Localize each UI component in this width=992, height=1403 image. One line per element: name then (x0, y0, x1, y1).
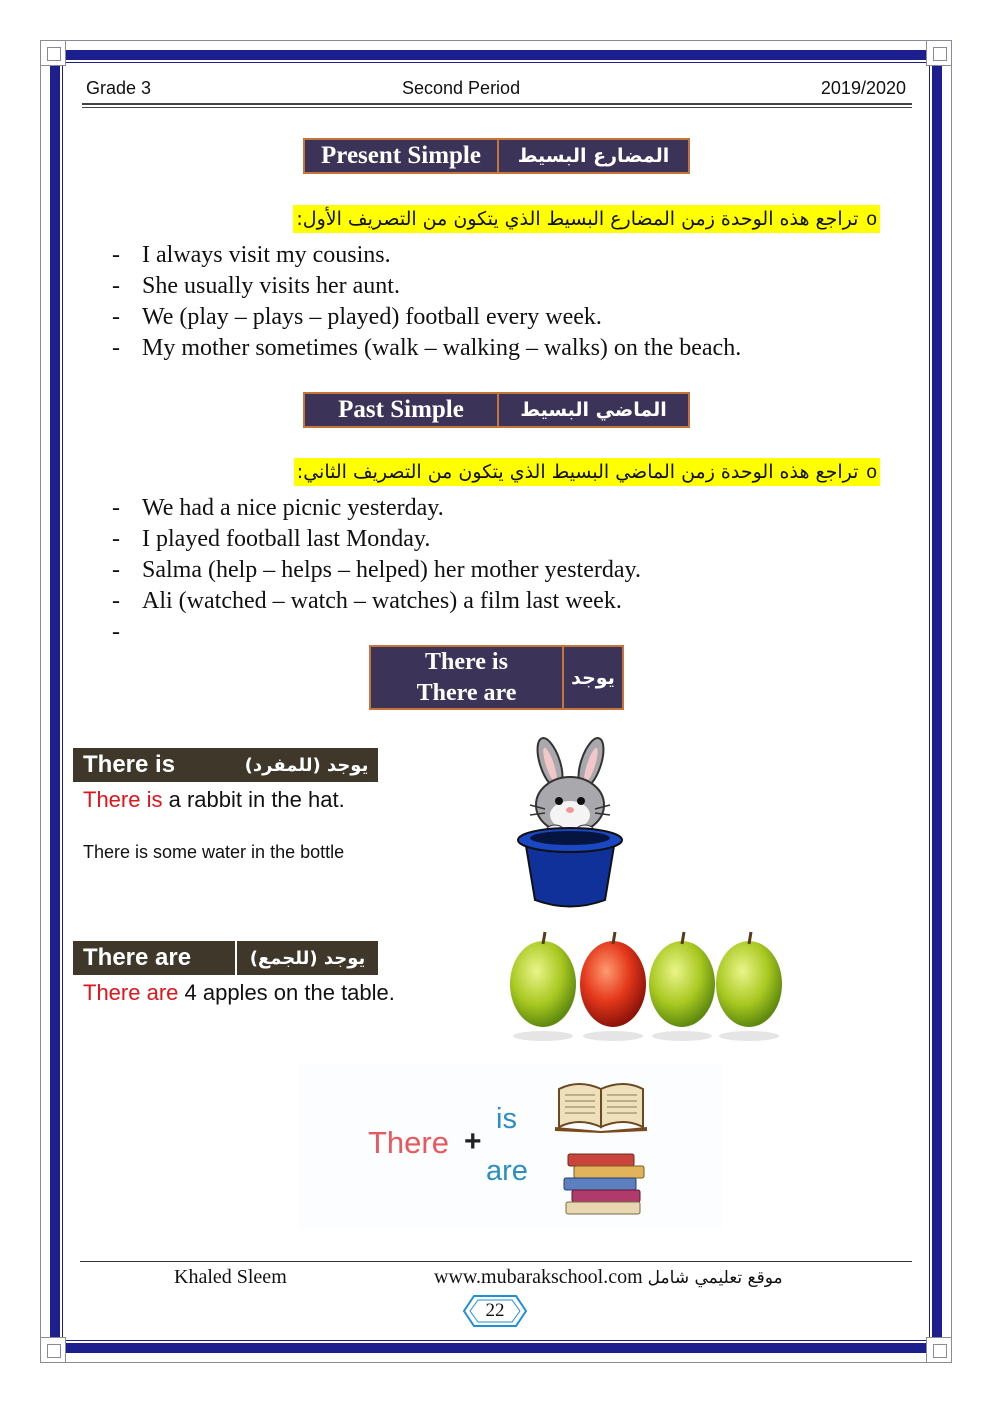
header-period: Second Period (402, 78, 521, 98)
diagram-there-word: There (368, 1125, 449, 1160)
list-item: - We had a nice picnic yesterday. (112, 495, 444, 521)
corner-ornament-bottom-right (926, 1337, 952, 1363)
there-are-label (73, 941, 378, 975)
list-item: - My mother sometimes (walk – walking – walks) on the beach. (112, 335, 742, 361)
past-simple-title-en: Past Simple (338, 396, 464, 423)
list-item: - (112, 619, 120, 645)
there-is-title-line: There is (425, 648, 508, 675)
header-rule (82, 103, 912, 105)
open-book-icon (553, 1075, 649, 1133)
corner-ornament-bottom-left (40, 1337, 66, 1363)
footer-rule (80, 1261, 912, 1262)
header-grade: Grade 3 (86, 78, 152, 98)
there-is-example-2: There is some water in the bottle (83, 842, 345, 862)
corner-ornament-top-left (40, 40, 66, 66)
list-item: - I always visit my cousins. (112, 242, 391, 268)
diagram-plus-sign: + (464, 1125, 482, 1158)
there-is-are-title (369, 645, 624, 710)
list-item: - Ali (watched – watch – watches) a film last week. (112, 588, 622, 614)
there-is-label-en: There is (83, 751, 176, 778)
footer-site (434, 1266, 783, 1289)
four-apples-illustration (505, 928, 787, 1046)
books-stack-icon (560, 1148, 650, 1220)
there-is-label-ar: يوجد (للمفرد) (244, 754, 369, 776)
list-item: - Salma (help – helps – helped) her mother yesterday. (112, 557, 641, 583)
past-instruction-text: تراجع هذه الوحدة زمن الماضي البسيط الذي يتكون من التصريف الثاني: (296, 461, 859, 483)
there-title-ar: يوجد (562, 647, 622, 708)
past-simple-instruction (294, 458, 880, 486)
present-simple-title-en: Present Simple (321, 142, 481, 169)
bullet-icon: o (866, 462, 877, 483)
there-is-label (73, 748, 378, 782)
present-instruction-text: تراجع هذه الوحدة زمن المضارع البسيط الذي يتكون من التصريف الأول: (296, 208, 859, 230)
corner-ornament-top-right (926, 40, 952, 66)
present-simple-title-ar: المضارع البسيط (497, 140, 688, 172)
list-item: - I played football last Monday. (112, 526, 431, 552)
there-are-label-ar: يوجد (للجمع) (235, 941, 378, 975)
page-number: 22 (485, 1300, 505, 1321)
there-are-label-en: There are (83, 944, 192, 971)
page-header (86, 78, 906, 102)
footer-site-tagline: موقع تعليمي شامل (647, 1268, 783, 1288)
bullet-icon: o (866, 209, 877, 230)
present-simple-title (303, 138, 690, 174)
header-year: 2019/2020 (820, 78, 906, 98)
present-simple-instruction (293, 205, 880, 233)
past-simple-title (303, 392, 690, 428)
diagram-are-word: are (486, 1155, 528, 1187)
diagram-is-word: is (496, 1103, 517, 1135)
list-item: - We (play – plays – played) football every week. (112, 304, 602, 330)
past-simple-title-ar: الماضي البسيط (497, 394, 688, 426)
list-item: - She usually visits her aunt. (112, 273, 400, 299)
there-are-title-line: There are (416, 679, 517, 706)
header-rule-thin (82, 107, 912, 108)
past-simple-list (112, 493, 641, 648)
there-are-example: There are 4 apples on the table. (83, 980, 395, 1005)
there-plus-diagram (298, 1063, 723, 1228)
footer-author: Khaled Sleem (174, 1266, 287, 1288)
footer-site-url: www.mubarakschool.com (434, 1266, 643, 1288)
rabbit-in-hat-illustration (505, 735, 635, 910)
there-is-example: There is a rabbit in the hat. (83, 787, 345, 812)
page-number-badge (462, 1294, 528, 1328)
present-simple-list (112, 240, 741, 364)
